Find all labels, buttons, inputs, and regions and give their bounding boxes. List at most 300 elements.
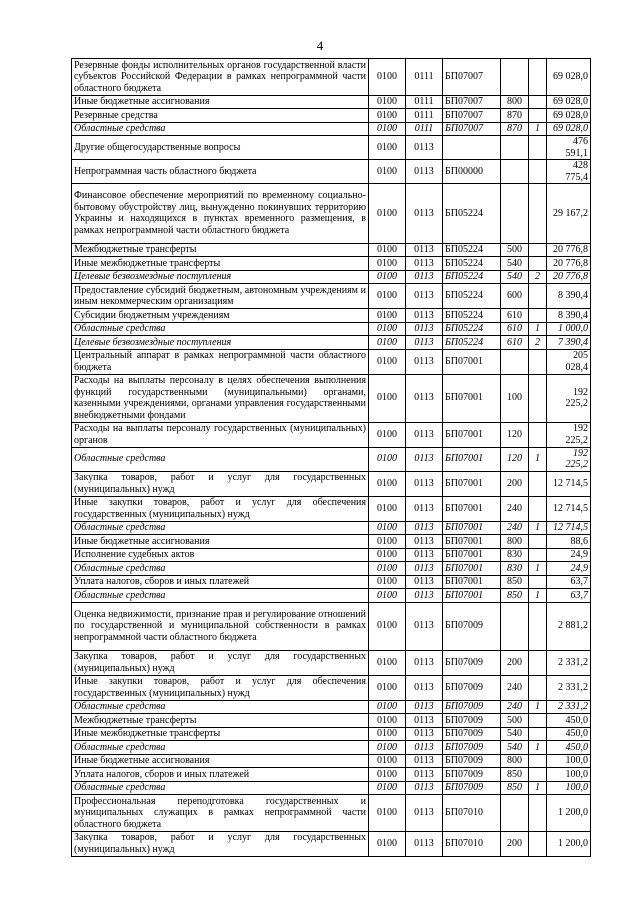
row-amount: 24,9 [547, 548, 591, 562]
row-section: 0100 [369, 521, 406, 535]
row-amount: 8 390,4 [547, 284, 591, 309]
row-target-article: БП05224 [443, 309, 501, 323]
row-expense-type: 200 [501, 831, 529, 856]
row-target-article: БП07001 [443, 575, 501, 589]
row-target-article: БП07001 [443, 589, 501, 603]
row-section: 0100 [369, 309, 406, 323]
row-funding-source [529, 496, 547, 521]
row-target-article: БП07007 [443, 95, 501, 109]
table-row [72, 122, 591, 136]
row-expense-type: 120 [501, 447, 529, 471]
row-target-article: БП07001 [443, 535, 501, 549]
row-target-article: БП07009 [443, 768, 501, 782]
page-number: 4 [316, 38, 324, 53]
row-name: Областные средства [72, 521, 369, 535]
row-section: 0100 [369, 270, 406, 284]
row-funding-source [529, 243, 547, 257]
table-row [72, 768, 591, 782]
row-name: Закупка товаров, работ и услуг для государственных (муниципальных) нужд [72, 650, 369, 675]
row-name: Межбюджетные трансферты [72, 243, 369, 257]
row-section: 0100 [369, 374, 406, 422]
row-target-article: БП07001 [443, 374, 501, 422]
row-target-article: БП07010 [443, 795, 501, 832]
row-target-article: БП05224 [443, 257, 501, 271]
row-section: 0100 [369, 496, 406, 521]
table-row [72, 795, 591, 832]
row-name: Иные бюджетные ассигнования [72, 535, 369, 549]
row-funding-source [529, 768, 547, 782]
row-section: 0100 [369, 575, 406, 589]
row-expense-type [501, 136, 529, 160]
row-expense-type [501, 602, 529, 650]
row-funding-source [529, 184, 547, 244]
row-amount: 88,6 [547, 535, 591, 549]
row-subsection: 0113 [406, 447, 443, 471]
row-name: Непрограммная часть областного бюджета [72, 160, 369, 184]
row-section: 0100 [369, 562, 406, 576]
row-subsection: 0113 [406, 700, 443, 714]
row-amount: 192 225,2 [547, 374, 591, 422]
row-amount: 20 776,8 [547, 243, 591, 257]
table-row [72, 700, 591, 714]
row-subsection: 0113 [406, 575, 443, 589]
row-subsection: 0113 [406, 727, 443, 741]
row-expense-type: 240 [501, 675, 529, 700]
row-section: 0100 [369, 700, 406, 714]
row-subsection: 0113 [406, 650, 443, 675]
row-section: 0100 [369, 59, 406, 96]
table-row [72, 109, 591, 123]
row-section: 0100 [369, 184, 406, 244]
row-name: Иные межбюджетные трансферты [72, 727, 369, 741]
row-expense-type: 610 [501, 336, 529, 350]
row-amount: 1 200,0 [547, 795, 591, 832]
row-expense-type: 240 [501, 521, 529, 535]
row-target-article: БП05224 [443, 270, 501, 284]
row-subsection: 0113 [406, 322, 443, 336]
row-funding-source [529, 257, 547, 271]
row-funding-source: 2 [529, 336, 547, 350]
row-funding-source [529, 471, 547, 496]
row-target-article: БП07001 [443, 349, 501, 374]
row-subsection: 0113 [406, 602, 443, 650]
row-name: Центральный аппарат в рамках непрограммной части областного бюджета [72, 349, 369, 374]
row-section: 0100 [369, 447, 406, 471]
row-name: Областные средства [72, 562, 369, 576]
row-funding-source [529, 675, 547, 700]
row-subsection: 0113 [406, 309, 443, 323]
row-section: 0100 [369, 831, 406, 856]
row-expense-type [501, 184, 529, 244]
row-amount: 2 881,2 [547, 602, 591, 650]
table-row [72, 535, 591, 549]
row-subsection: 0113 [406, 548, 443, 562]
row-section: 0100 [369, 741, 406, 755]
row-expense-type: 500 [501, 714, 529, 728]
row-name: Областные средства [72, 122, 369, 136]
row-expense-type: 870 [501, 109, 529, 123]
row-subsection: 0113 [406, 471, 443, 496]
budget-table-body [72, 59, 591, 857]
table-row [72, 471, 591, 496]
row-expense-type: 240 [501, 496, 529, 521]
row-name: Закупка товаров, работ и услуг для государственных (муниципальных) нужд [72, 471, 369, 496]
table-row [72, 270, 591, 284]
table-row [72, 831, 591, 856]
row-amount: 29 167,2 [547, 184, 591, 244]
row-target-article: БП07001 [443, 471, 501, 496]
row-name: Областные средства [72, 741, 369, 755]
row-subsection: 0113 [406, 270, 443, 284]
row-target-article: БП05224 [443, 284, 501, 309]
row-funding-source: 1 [529, 781, 547, 795]
row-name: Областные средства [72, 781, 369, 795]
table-row [72, 184, 591, 244]
row-amount: 20 776,8 [547, 257, 591, 271]
row-expense-type: 540 [501, 257, 529, 271]
row-amount: 24,9 [547, 562, 591, 576]
table-row [72, 422, 591, 447]
row-funding-source [529, 136, 547, 160]
row-subsection: 0113 [406, 741, 443, 755]
row-target-article: БП07009 [443, 650, 501, 675]
table-row [72, 521, 591, 535]
row-funding-source [529, 714, 547, 728]
row-amount: 2 331,2 [547, 650, 591, 675]
table-row [72, 741, 591, 755]
row-funding-source [529, 374, 547, 422]
table-row [72, 781, 591, 795]
row-subsection: 0113 [406, 562, 443, 576]
row-name: Расходы на выплаты персоналу государственных (муниципальных) органов [72, 422, 369, 447]
row-expense-type: 100 [501, 374, 529, 422]
table-row [72, 447, 591, 471]
row-section: 0100 [369, 243, 406, 257]
table-row [72, 714, 591, 728]
table-row [72, 284, 591, 309]
row-funding-source [529, 59, 547, 96]
row-amount: 7 390,4 [547, 336, 591, 350]
row-subsection: 0113 [406, 521, 443, 535]
row-expense-type: 850 [501, 768, 529, 782]
row-name: Иные межбюджетные трансферты [72, 257, 369, 271]
row-name: Резервные средства [72, 109, 369, 123]
row-expense-type: 830 [501, 548, 529, 562]
row-subsection: 0111 [406, 122, 443, 136]
row-funding-source [529, 284, 547, 309]
row-name: Оценка недвижимости, признание прав и регулирование отношений по государственной и муниципальной собственности в рамках непрограммной части областного бюджета [72, 602, 369, 650]
row-funding-source [529, 535, 547, 549]
row-target-article: БП07001 [443, 496, 501, 521]
row-subsection: 0113 [406, 336, 443, 350]
row-expense-type: 200 [501, 471, 529, 496]
row-funding-source [529, 754, 547, 768]
row-section: 0100 [369, 160, 406, 184]
row-funding-source: 2 [529, 270, 547, 284]
row-funding-source [529, 650, 547, 675]
row-amount: 2 331,2 [547, 675, 591, 700]
row-section: 0100 [369, 422, 406, 447]
row-subsection: 0113 [406, 243, 443, 257]
row-funding-source [529, 727, 547, 741]
row-target-article: БП07001 [443, 422, 501, 447]
row-amount: 12 714,5 [547, 521, 591, 535]
row-section: 0100 [369, 109, 406, 123]
table-row [72, 136, 591, 160]
row-funding-source [529, 831, 547, 856]
row-subsection: 0111 [406, 95, 443, 109]
row-amount: 12 714,5 [547, 471, 591, 496]
row-amount: 192 225,2 [547, 422, 591, 447]
row-funding-source [529, 575, 547, 589]
table-row [72, 650, 591, 675]
row-target-article: БП05224 [443, 184, 501, 244]
row-target-article: БП07001 [443, 562, 501, 576]
row-name: Субсидии бюджетным учреждениям [72, 309, 369, 323]
row-amount: 69 028,0 [547, 95, 591, 109]
row-target-article: БП07001 [443, 447, 501, 471]
row-expense-type: 870 [501, 122, 529, 136]
table-row [72, 243, 591, 257]
row-amount: 63,7 [547, 589, 591, 603]
row-name: Закупка товаров, работ и услуг для государственных (муниципальных) нужд [72, 831, 369, 856]
row-amount: 63,7 [547, 575, 591, 589]
row-name: Иные бюджетные ассигнования [72, 754, 369, 768]
row-subsection: 0113 [406, 781, 443, 795]
row-name: Исполнение судебных актов [72, 548, 369, 562]
row-name: Областные средства [72, 322, 369, 336]
row-target-article: БП07009 [443, 714, 501, 728]
row-target-article: БП05224 [443, 336, 501, 350]
row-name: Финансовое обеспечение мероприятий по временному социально-бытовому обустройству лиц, вынужденно покинувших территорию Украины и находящихся в пунктах временного размещения, в рамках непрограммной части областного бюджета [72, 184, 369, 244]
row-expense-type: 200 [501, 650, 529, 675]
row-expense-type: 240 [501, 700, 529, 714]
row-name: Целевые безвозмездные поступления [72, 336, 369, 350]
row-target-article: БП07007 [443, 59, 501, 96]
row-expense-type [501, 795, 529, 832]
row-subsection: 0113 [406, 422, 443, 447]
row-target-article: БП07009 [443, 754, 501, 768]
row-amount: 1 200,0 [547, 831, 591, 856]
row-expense-type: 600 [501, 284, 529, 309]
row-target-article: БП07001 [443, 548, 501, 562]
table-row [72, 336, 591, 350]
row-amount: 476 591,1 [547, 136, 591, 160]
row-amount: 450,0 [547, 727, 591, 741]
row-section: 0100 [369, 284, 406, 309]
row-amount: 428 775,4 [547, 160, 591, 184]
row-name: Иные закупки товаров, работ и услуг для обеспечения государственных (муниципальных) нужд [72, 496, 369, 521]
row-name: Предоставление субсидий бюджетным, автономным учреждениям и иным некоммерческим организациям [72, 284, 369, 309]
row-section: 0100 [369, 322, 406, 336]
row-subsection: 0113 [406, 496, 443, 521]
row-subsection: 0113 [406, 754, 443, 768]
row-amount: 100,0 [547, 754, 591, 768]
row-expense-type: 610 [501, 322, 529, 336]
row-amount: 205 028,4 [547, 349, 591, 374]
row-funding-source [529, 309, 547, 323]
row-subsection: 0113 [406, 284, 443, 309]
row-expense-type: 120 [501, 422, 529, 447]
table-row [72, 257, 591, 271]
row-expense-type: 540 [501, 741, 529, 755]
row-target-article: БП07009 [443, 675, 501, 700]
row-amount: 12 714,5 [547, 496, 591, 521]
row-section: 0100 [369, 95, 406, 109]
row-section: 0100 [369, 122, 406, 136]
row-section: 0100 [369, 589, 406, 603]
row-amount: 8 390,4 [547, 309, 591, 323]
row-amount: 69 028,0 [547, 59, 591, 96]
row-funding-source [529, 160, 547, 184]
row-amount: 100,0 [547, 768, 591, 782]
row-target-article: БП05224 [443, 322, 501, 336]
budget-table [71, 58, 591, 857]
row-section: 0100 [369, 471, 406, 496]
row-target-article: БП07009 [443, 727, 501, 741]
row-target-article: БП07009 [443, 602, 501, 650]
row-funding-source [529, 422, 547, 447]
row-name: Межбюджетные трансферты [72, 714, 369, 728]
row-funding-source [529, 795, 547, 832]
row-subsection: 0111 [406, 109, 443, 123]
row-section: 0100 [369, 781, 406, 795]
row-expense-type: 850 [501, 781, 529, 795]
row-subsection: 0113 [406, 184, 443, 244]
row-funding-source: 1 [529, 562, 547, 576]
row-target-article: БП07007 [443, 122, 501, 136]
row-section: 0100 [369, 136, 406, 160]
row-section: 0100 [369, 535, 406, 549]
row-expense-type: 540 [501, 727, 529, 741]
row-section: 0100 [369, 336, 406, 350]
row-subsection: 0113 [406, 768, 443, 782]
row-expense-type [501, 160, 529, 184]
row-subsection: 0113 [406, 675, 443, 700]
row-name: Областные средства [72, 447, 369, 471]
row-subsection: 0113 [406, 136, 443, 160]
table-row [72, 562, 591, 576]
row-expense-type: 540 [501, 270, 529, 284]
row-name: Областные средства [72, 589, 369, 603]
row-amount: 69 028,0 [547, 122, 591, 136]
table-row [72, 160, 591, 184]
table-row [72, 95, 591, 109]
table-row [72, 754, 591, 768]
table-row [72, 675, 591, 700]
row-expense-type: 830 [501, 562, 529, 576]
row-name: Иные закупки товаров, работ и услуг для обеспечения государственных (муниципальных) нужд [72, 675, 369, 700]
row-name: Уплата налогов, сборов и иных платежей [72, 768, 369, 782]
row-funding-source: 1 [529, 589, 547, 603]
table-row [72, 349, 591, 374]
row-expense-type: 850 [501, 575, 529, 589]
row-section: 0100 [369, 257, 406, 271]
row-funding-source: 1 [529, 741, 547, 755]
row-subsection: 0113 [406, 589, 443, 603]
table-row [72, 59, 591, 96]
row-subsection: 0113 [406, 349, 443, 374]
row-section: 0100 [369, 548, 406, 562]
row-name: Иные бюджетные ассигнования [72, 95, 369, 109]
row-section: 0100 [369, 714, 406, 728]
row-funding-source [529, 548, 547, 562]
row-amount: 69 028,0 [547, 109, 591, 123]
row-section: 0100 [369, 727, 406, 741]
row-amount: 192 225,2 [547, 447, 591, 471]
row-funding-source [529, 95, 547, 109]
row-subsection: 0113 [406, 714, 443, 728]
table-row [72, 575, 591, 589]
row-target-article: БП07009 [443, 741, 501, 755]
row-target-article: БП07009 [443, 700, 501, 714]
row-target-article [443, 136, 501, 160]
row-name: Расходы на выплаты персоналу в целях обеспечения выполнения функций государственными (муниципальными) органами, казенными учреждениями, органами управления государственными внебюджетными фондами [72, 374, 369, 422]
row-section: 0100 [369, 795, 406, 832]
table-row [72, 322, 591, 336]
row-target-article: БП00000 [443, 160, 501, 184]
row-subsection: 0113 [406, 257, 443, 271]
row-target-article: БП07001 [443, 521, 501, 535]
row-funding-source [529, 349, 547, 374]
table-row [72, 374, 591, 422]
row-expense-type: 800 [501, 95, 529, 109]
row-funding-source: 1 [529, 700, 547, 714]
row-expense-type: 610 [501, 309, 529, 323]
row-subsection: 0111 [406, 59, 443, 96]
table-row [72, 602, 591, 650]
row-target-article: БП05224 [443, 243, 501, 257]
table-row [72, 548, 591, 562]
row-funding-source [529, 602, 547, 650]
row-target-article: БП07010 [443, 831, 501, 856]
row-section: 0100 [369, 768, 406, 782]
row-expense-type: 500 [501, 243, 529, 257]
row-subsection: 0113 [406, 795, 443, 832]
row-name: Целевые безвозмездные поступления [72, 270, 369, 284]
row-amount: 450,0 [547, 741, 591, 755]
table-row [72, 309, 591, 323]
row-funding-source: 1 [529, 322, 547, 336]
row-amount: 20 776,8 [547, 270, 591, 284]
row-expense-type: 800 [501, 754, 529, 768]
row-section: 0100 [369, 675, 406, 700]
row-name: Другие общегосударственные вопросы [72, 136, 369, 160]
row-amount: 2 331,2 [547, 700, 591, 714]
row-funding-source: 1 [529, 447, 547, 471]
row-name: Областные средства [72, 700, 369, 714]
row-subsection: 0113 [406, 831, 443, 856]
table-row [72, 589, 591, 603]
row-name: Резервные фонды исполнительных органов государственной власти субъектов Российской Федерации в рамках непрограммной части областного бюджета [72, 59, 369, 96]
row-expense-type: 800 [501, 535, 529, 549]
table-row [72, 727, 591, 741]
row-section: 0100 [369, 349, 406, 374]
row-section: 0100 [369, 602, 406, 650]
row-subsection: 0113 [406, 374, 443, 422]
row-amount: 1 000,0 [547, 322, 591, 336]
row-name: Уплата налогов, сборов и иных платежей [72, 575, 369, 589]
row-funding-source: 1 [529, 122, 547, 136]
row-subsection: 0113 [406, 160, 443, 184]
row-expense-type [501, 349, 529, 374]
row-subsection: 0113 [406, 535, 443, 549]
row-funding-source: 1 [529, 521, 547, 535]
table-row [72, 496, 591, 521]
row-amount: 450,0 [547, 714, 591, 728]
row-expense-type [501, 59, 529, 96]
row-target-article: БП07009 [443, 781, 501, 795]
